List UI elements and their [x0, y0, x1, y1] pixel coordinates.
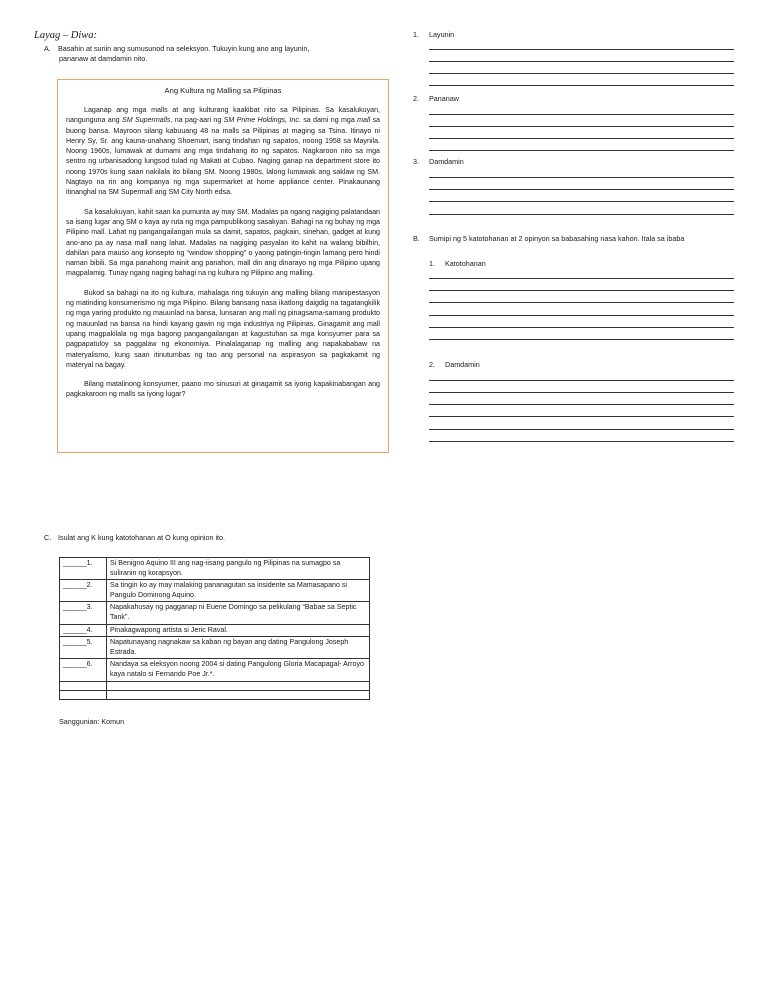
fact-opinion-table	[59, 557, 370, 700]
table-row	[60, 637, 370, 659]
answer-line[interactable]	[429, 49, 734, 50]
table-row	[60, 624, 370, 637]
section-b-letter: B.	[413, 234, 420, 243]
article-paragraph-4: Bilang matalinong konsyumer, paano mo sinusuri at ginagamit sa iyong kapakinabangan ang pagkakaroon ng malls sa iyong lugar?	[66, 380, 380, 399]
section-b-item-number: 2.	[429, 360, 435, 369]
article-p1-italic-b: SM Supermalls	[121, 116, 171, 125]
answer-line[interactable]	[429, 201, 734, 202]
section-a-instruction-line2: pananaw at damdamin nito.	[59, 54, 148, 64]
article-title: Ang Kultura ng Malling sa Pilipinas	[164, 86, 282, 95]
table-row	[60, 558, 370, 580]
table-row	[60, 602, 370, 624]
answer-line[interactable]	[429, 392, 734, 393]
answer-line[interactable]	[429, 429, 734, 430]
article-paragraph-3: Bukod sa bahagi na ito ng kultura, mahalaga ring tukuyin ang malling bilang manipestasyon ng matinding konsumerismo ng mga Pilipino. Bilang bansang nasa ikatlong daigdig na tagatangkilik ng mga yaring produkto ng mauunlad na bansa, lunsaran ang mall ng pinagsama-samang produkto ng mauunlad na bansa na hindi kayang gawin ng mga industriya ng Pilipinas. Ginagamit ang mall upang magpakilala ng mga bagong pangangailangan at kagustuhan sa mga konsyumer para sa pagpapatuloy sa paggalaw ng ekonomiya. Pinalalaganap ng malling ang napakababaw na materyalismo, kung saan itinutumbas ng tao ang personal na aspirasyon sa pagkakamit ng materyal na bagay.	[66, 288, 380, 369]
answer-line[interactable]	[429, 73, 734, 74]
question-damdamin	[413, 157, 464, 166]
article-p1-text-g: sa buong bansa. Mayroon silang kabuuang 48 na malls sa Pilipinas at maging sa Tsina. Itinayo ni Henry Sy, Sr. ang kauna-unahang Shoemart, isang tindahan ng sapatos, noong 1958 sa Maynila. Noong 1960s, lumawak at dumami ang mga tindahang ito ng sapatos. Nagkaroon nito sa mga sentro ng urbanisadong lungsod tulad ng Makati at Cubao. Naging ganap na department store ito noong 1970s kung saan nakilala ito bilang SM. Noong 1980s, lalong lumawak ang saklaw ng SM. Nagtayo na rin ang kompanya ng mga supermarket at home appliance center. Pinakaunang itinanghal na SM Supermall ang SM City North edsa.	[66, 116, 380, 197]
answer-line[interactable]	[429, 189, 734, 190]
table-row	[60, 659, 370, 681]
article-p1-italic-d: SM Prime Holdings, Inc.	[223, 116, 301, 125]
answer-line[interactable]	[429, 339, 734, 340]
answer-blank[interactable]: ______1.	[60, 558, 107, 580]
table-row-empty	[60, 690, 370, 699]
section-b-item-label: Damdamin	[445, 360, 480, 369]
empty-cell	[107, 681, 370, 690]
section-a-letter: A.	[44, 44, 51, 53]
question-pananaw	[413, 94, 459, 103]
statement-cell: Si Benigno Aquino III ang nag-iisang pangulo ng Pilipinas na sumagpo sa suliranin ng korapsyon.	[107, 558, 370, 580]
question-layunin-label: Layunin	[429, 30, 455, 39]
answer-blank[interactable]: ______3.	[60, 602, 107, 624]
answer-line[interactable]	[429, 150, 734, 151]
answer-line[interactable]	[429, 85, 734, 86]
answer-line[interactable]	[429, 302, 734, 303]
section-b-item-damdamin	[429, 360, 480, 369]
statement-cell: Napakahusay ng pagganap ni Euene Domingo sa pelikulang “Babae sa Septic Tank”.	[107, 602, 370, 624]
worksheet-title: Layag – Diwa:	[34, 30, 97, 41]
section-a-instruction	[44, 44, 374, 64]
question-damdamin-label: Damdamin	[429, 157, 464, 166]
answer-line[interactable]	[429, 61, 734, 62]
question-damdamin-number: 3.	[413, 157, 419, 166]
answer-blank[interactable]: ______4.	[60, 624, 107, 637]
section-c-instruction-text: Isulat ang K kung katotohanan at O kung opinion ito.	[58, 533, 226, 542]
section-b-item-katotohanan	[429, 259, 486, 268]
answer-line[interactable]	[429, 315, 734, 316]
answer-blank[interactable]: ______2.	[60, 580, 107, 602]
section-b-instruction	[413, 234, 684, 243]
answer-line[interactable]	[429, 404, 734, 405]
answer-line[interactable]	[429, 441, 734, 442]
article-p1-text-a: Laganap ang mga malls at ang kulturang kaakibat nito sa Pilipinas. Sa kasalukuyan, nangunguna ang	[66, 106, 380, 125]
answer-line[interactable]	[429, 177, 734, 178]
section-c-instruction	[44, 533, 225, 542]
answer-blank[interactable]: ______5.	[60, 637, 107, 659]
question-layunin-number: 1.	[413, 30, 419, 39]
empty-cell	[60, 690, 107, 699]
statement-cell: Nandaya sa eleksyon noong 2004 si dating Pangulong Gloria Macapagal- Arroyo kaya natalo si Fernando Poe Jr.*.	[107, 659, 370, 681]
answer-line[interactable]	[429, 327, 734, 328]
article-p1-italic-f: mall	[357, 116, 371, 125]
article-box	[57, 79, 389, 453]
answer-line[interactable]	[429, 278, 734, 279]
section-a-instruction-line1: Basahin at suriin ang sumusunod na seleksyon. Tukuyin kung ano ang layunin,	[58, 44, 310, 53]
article-p1-text-e: sa dami ng mga	[300, 116, 358, 125]
source-reference: Sanggunian: Komun	[59, 717, 125, 726]
table-row-empty	[60, 681, 370, 690]
statement-cell: Pinakagwapong artista si Jeric Raval.	[107, 624, 370, 637]
answer-blank[interactable]: ______6.	[60, 659, 107, 681]
answer-line[interactable]	[429, 380, 734, 381]
question-pananaw-number: 2.	[413, 94, 419, 103]
section-c-letter: C.	[44, 533, 52, 542]
answer-line[interactable]	[429, 290, 734, 291]
answer-line[interactable]	[429, 138, 734, 139]
question-layunin	[413, 30, 454, 39]
answer-line[interactable]	[429, 214, 734, 215]
section-b-instruction-text: Sumipi ng 5 katotohanan at 2 opinyon sa babasahing nasa kahon. Itala sa ibaba	[429, 234, 685, 243]
answer-line[interactable]	[429, 114, 734, 115]
statement-cell: Sa tingin ko ay may malaking pananagutan sa insidente sa Mamasapano si Pangulo Dominong Aquino.	[107, 580, 370, 602]
answer-line[interactable]	[429, 126, 734, 127]
answer-line[interactable]	[429, 416, 734, 417]
article-paragraph-2: Sa kasalukuyan, kahit saan ka pumunta ay may SM. Madalas pa ngang nagiging palatandaan sa isang lugar ang SM o kaya ay ruta ng mga pampublikong sasakyan. Bahagi na ng buhay ng mga Pilipino mall. Lahat ng pangangailangan mula sa damit, sapatos, pagkain, sinehan, gadget at kung ano-ano pa ay nasa mall nang lahat. Madalas na nagiging pasyalan ito kahit na walang bibilhin, dahilan para mauso ang konsepto ng “window shopping” o yaong patingin-tingin lamang pero hindi naman bibili. Sa mga panahong mainit ang panahon, mall din ang dinarayo ng mga Pilipino upang magpalamig. Tunay ngang naging bahagi na ng kultura ng Pilipino ang malling.	[66, 207, 380, 278]
section-b-item-number: 1.	[429, 259, 435, 268]
statement-cell: Napatunayang nagnakaw sa kaban ng bayan ang dating Pangulong Joseph Estrada.	[107, 637, 370, 659]
table-row	[60, 580, 370, 602]
empty-cell	[107, 690, 370, 699]
section-b-item-label: Katotohanan	[445, 259, 486, 268]
article-paragraph-1	[66, 105, 380, 198]
empty-cell	[60, 681, 107, 690]
article-p1-text-c: , na pag-aari ng	[170, 116, 224, 125]
question-pananaw-label: Pananaw	[429, 94, 459, 103]
